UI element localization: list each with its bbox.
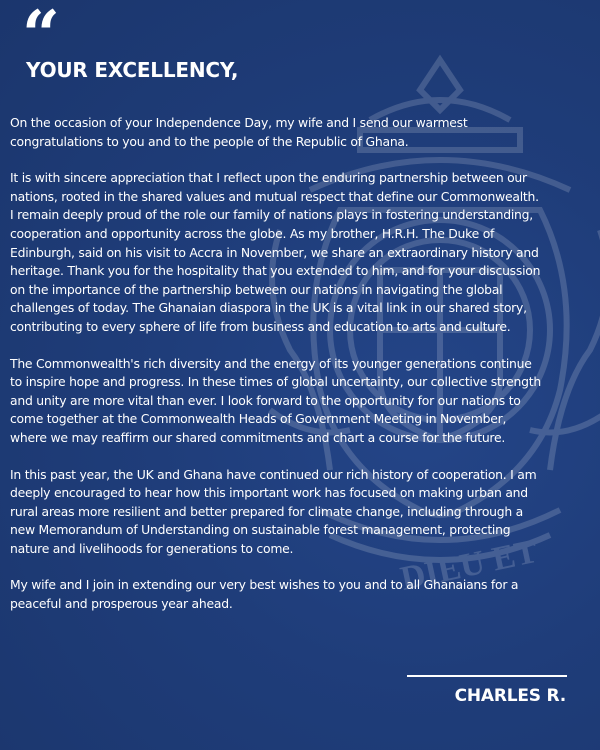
paragraph-partnership: It is with sincere appreciation that I reflect upon the enduring partnership between our nations, rooted in the shared values and mutual respect that define our Commonwealth. I remain deeply proud of the role our family of nations plays in fostering understanding, cooperation and opportunity across the globe. As my brother, H.R.H. The Duke of Edinburgh, said on his visit to Accra in November, we share an extraordinary history and heritage. Thank you for the hospitality that you extended to him, and for your discussion on the importance of the partnership between our nations in navigating the global challenges of today. The Ghanaian diaspora in the UK is a vital link in our shared story, contributing to every sphere of life from business and education to arts and culture.: [10, 170, 541, 334]
signature: CHARLES R.: [454, 686, 566, 706]
paragraph-cooperation: In this past year, the UK and Ghana have continued our rich history of cooperation. I am deeply encouraged to hear how this important work has focused on making urban and rural areas more resilient and better prepared for climate change, including through a new Memorandum of Understanding on sustainable forest management, protecting nature and livelihoods for generations to come.: [10, 466, 537, 556]
quotation-mark-icon: “: [22, 0, 56, 74]
paragraph-commonwealth: The Commonwealth's rich diversity and the energy of its younger generations continue to inspire hope and progress. In these times of global uncertainty, our collective strength and unity are more vital than ever. I look forward to the opportunity for our nations to come together at the Commonwealth Heads of Government Meeting in November, where we may reaffirm our shared commitments and chart a course for the future.: [10, 355, 541, 445]
paragraph-best-wishes: My wife and I join in extending our very best wishes to you and to all Ghanaians for a peaceful and prosperous year ahead.: [10, 577, 519, 612]
watermark-motto: DIEU ET: [397, 532, 541, 598]
letter-body: [10, 114, 590, 632]
paragraph-congratulations: On the occasion of your Independence Day, my wife and I send our warmest congratulations to you and to the people of the Republic of Ghana.: [10, 115, 468, 149]
salutation-heading: YOUR EXCELLENCY,: [26, 58, 239, 82]
signature-divider: [407, 675, 567, 677]
